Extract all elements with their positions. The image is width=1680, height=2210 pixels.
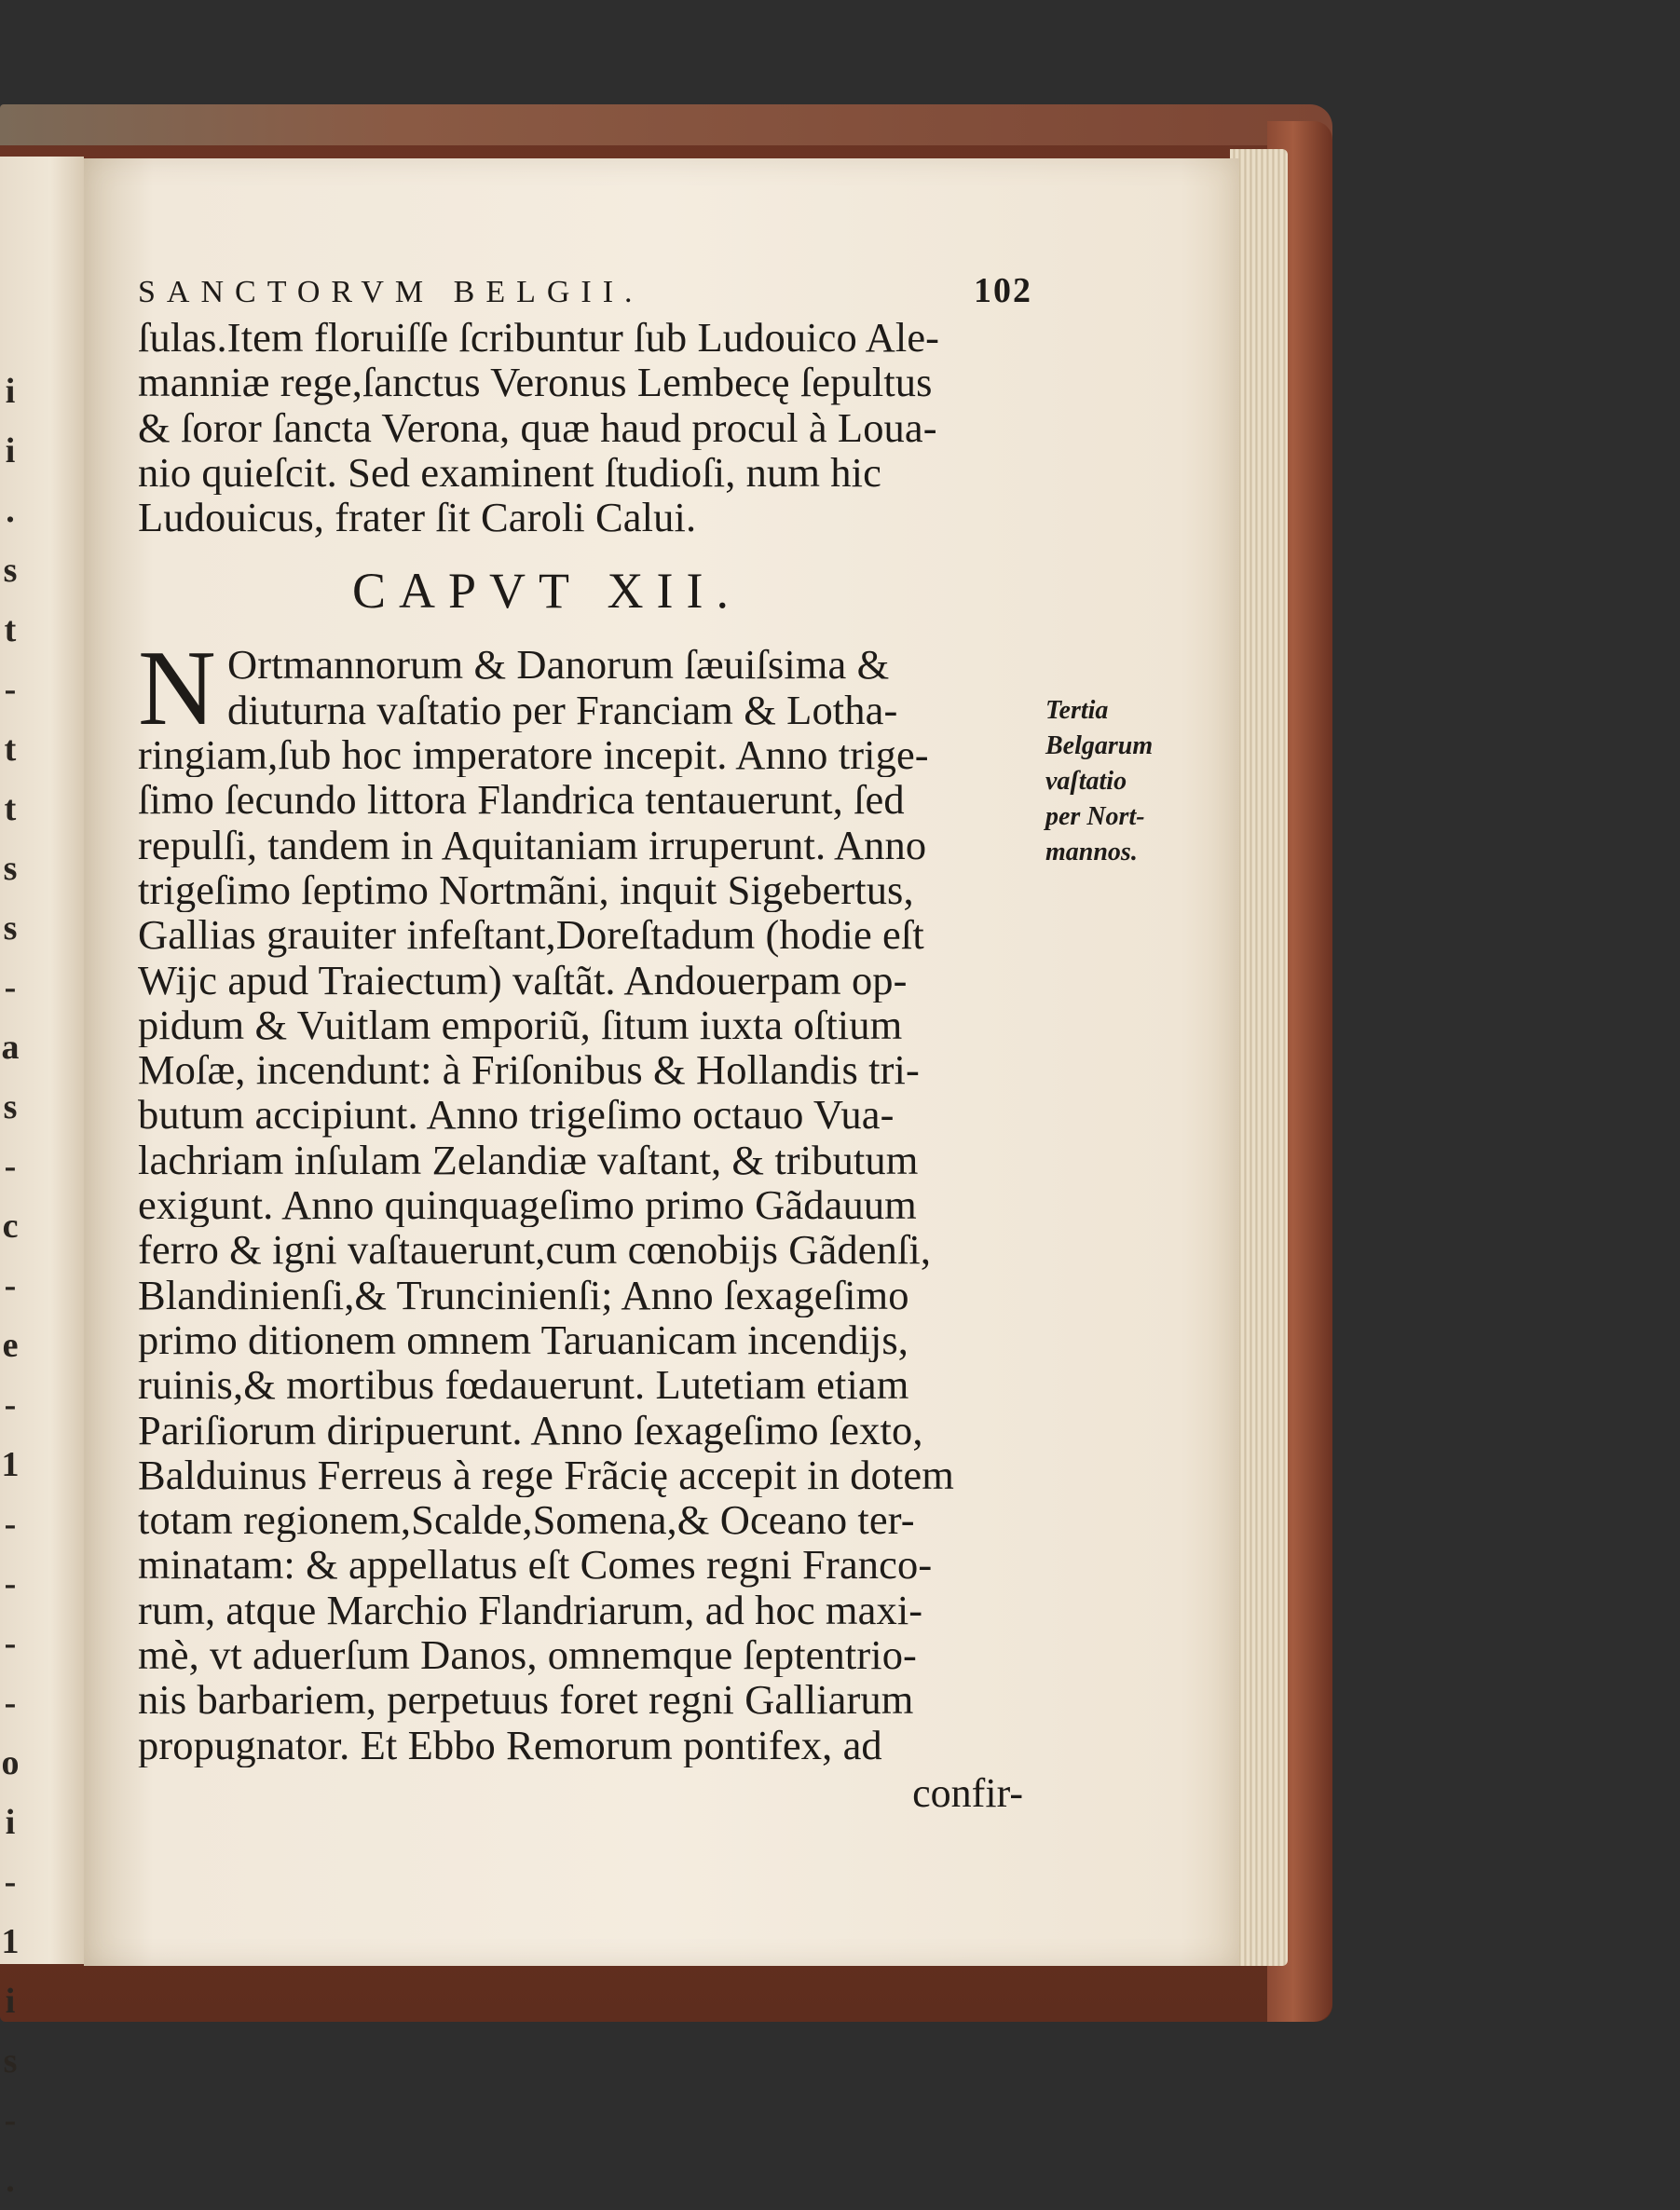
text-line: propugnator. Et Ebbo Remorum pontifex, ad [138, 1722, 882, 1767]
text-line: pidum & Vuitlam emporiũ, ſitum iuxta oſtium [138, 1002, 903, 1048]
left-page-fragment [0, 157, 84, 2200]
text-line: Blandinienſi,& Truncinienſi; Anno ſexageſimo [138, 1272, 909, 1317]
text-line: ringiam,ſub hoc imperatore incepit. Anno trige- [138, 732, 929, 778]
left-page-mark: 1 [1, 1445, 20, 1484]
chapter-paragraph [138, 629, 1032, 1767]
chapter-heading: CAPVT XII. [352, 563, 743, 620]
left-page-mark: a [1, 1028, 20, 1067]
left-page-mark: i [5, 1803, 16, 1842]
left-page-mark: t [4, 789, 17, 828]
text-line: butum accipiunt. Anno trigeſimo octauo Vua- [138, 1092, 895, 1138]
catchword: confir- [912, 1769, 1023, 1816]
left-page-mark: - [4, 1505, 17, 1544]
folio-number: 102 [974, 271, 1032, 310]
left-page-line-ends [0, 362, 20, 2210]
left-page-mark: i [5, 1982, 16, 2021]
left-page-mark: - [4, 1862, 17, 1902]
marginal-note-line: per Nort- [1045, 802, 1145, 831]
left-page-mark: s [3, 908, 18, 948]
running-head [138, 270, 1032, 315]
text-line: exigunt. Anno quinquageſimo primo Gãdauum [138, 1182, 917, 1228]
left-page-mark: t [4, 610, 17, 649]
running-head-title: SANCTORVM BELGII. [138, 275, 644, 309]
marginal-note-line: Belgarum [1045, 731, 1154, 760]
left-page-mark: c [2, 1207, 19, 1246]
text-line: Pariſiorum diripuerunt. Anno ſexageſimo ſexto, [138, 1407, 923, 1453]
left-page-mark: s [3, 2041, 18, 2080]
marginal-note-line: vaſtatio [1045, 767, 1127, 796]
left-page-mark: - [4, 2101, 17, 2140]
text-line: repulſi, tandem in Aquitaniam irruperunt. Anno [138, 822, 927, 867]
left-page-mark: s [3, 551, 18, 590]
left-page-mark: s [3, 849, 18, 888]
left-page-mark: - [4, 670, 17, 709]
text-line: minatam: & appellatus eſt Comes regni Franco- [138, 1542, 933, 1588]
text-line: ſimo ſecundo littora Flandrica tentauerunt, ſed [138, 777, 905, 823]
text-line: ferro & igni vaſtauerunt,cum cœnobijs Gãdenſi, [138, 1227, 932, 1273]
text-line: mè, vt aduerſum Danos, omnemque ſeptentrio- [138, 1632, 917, 1678]
drop-initial: N [138, 629, 216, 749]
text-line: & ſoror ſancta Verona, quæ haud procul à Loua- [138, 404, 937, 450]
text-line: Wijc apud Traiectum) vaſtãt. Andouerpam op- [138, 957, 908, 1003]
text-line: diuturna vaſtatio per Franciam & Lotha- [227, 687, 898, 733]
left-page-mark: . [6, 491, 15, 530]
text-line: manniæ rege,ſanctus Veronus Lembecę ſepultus [138, 360, 933, 405]
left-page-mark: - [4, 1266, 17, 1305]
marginal-note-line: mannos. [1045, 838, 1138, 866]
left-page-mark: - [4, 1385, 17, 1425]
text-line: ſulas.Item floruiſſe ſcribuntur ſub Ludouico Ale- [138, 315, 940, 361]
left-page-mark: - [4, 1147, 17, 1186]
left-page-mark: 1 [1, 1922, 20, 1961]
text-line: Balduinus Ferreus à rege Frãcię accepit in dotem [138, 1452, 954, 1498]
text-line: nis barbariem, perpetuus foret regni Galliarum [138, 1677, 914, 1723]
left-page-mark: i [5, 431, 16, 471]
text-line: lachriam inſulam Zelandiæ vaſtant, & tributum [138, 1137, 919, 1183]
left-page-mark: i [5, 372, 16, 411]
right-page [84, 158, 1239, 1966]
lines-before-chapter [138, 315, 1032, 539]
left-page-mark: e [2, 1326, 19, 1365]
left-page-mark: o [1, 1743, 20, 1782]
left-page-mark: s [3, 1087, 18, 1126]
left-page-mark: - [4, 1564, 17, 1603]
left-page-mark: t [4, 730, 17, 769]
text-line: Moſæ, incendunt: à Friſonibus & Hollandis tri- [138, 1047, 920, 1093]
text-line: ruinis,& mortibus fœdauerunt. Lutetiam etiam [138, 1362, 909, 1408]
left-page-mark: - [4, 1624, 17, 1663]
left-page-mark: - [4, 1684, 17, 1723]
book-headband [0, 104, 1332, 145]
page-text-block [138, 270, 1032, 1816]
text-line: rum, atque Marchio Flandriarum, ad hoc maxi- [138, 1587, 923, 1633]
text-line: Ortmannorum & Danorum ſæuiſsima & [227, 642, 890, 688]
text-line: primo ditionem omnem Taruanicam incendijs, [138, 1316, 909, 1363]
text-line: totam regionem,Scalde,Somena,& Oceano ter- [138, 1497, 915, 1543]
text-line: trigeſimo ſeptimo Nortmãni, inquit Sigebertus, [138, 866, 914, 913]
left-page-mark: - [4, 968, 17, 1007]
text-line: Gallias grauiter infeſtant,Doreſtadum (hodie eſt [138, 912, 924, 958]
text-line: Ludouicus, frater ſit Caroli Calui. [138, 495, 697, 540]
left-page-mark: . [6, 2161, 15, 2200]
marginal-note-line: Tertia [1045, 696, 1109, 725]
text-line: nio quieſcit. Sed examinent ſtudioſi, num hic [138, 449, 881, 496]
marginal-note [1045, 693, 1185, 870]
